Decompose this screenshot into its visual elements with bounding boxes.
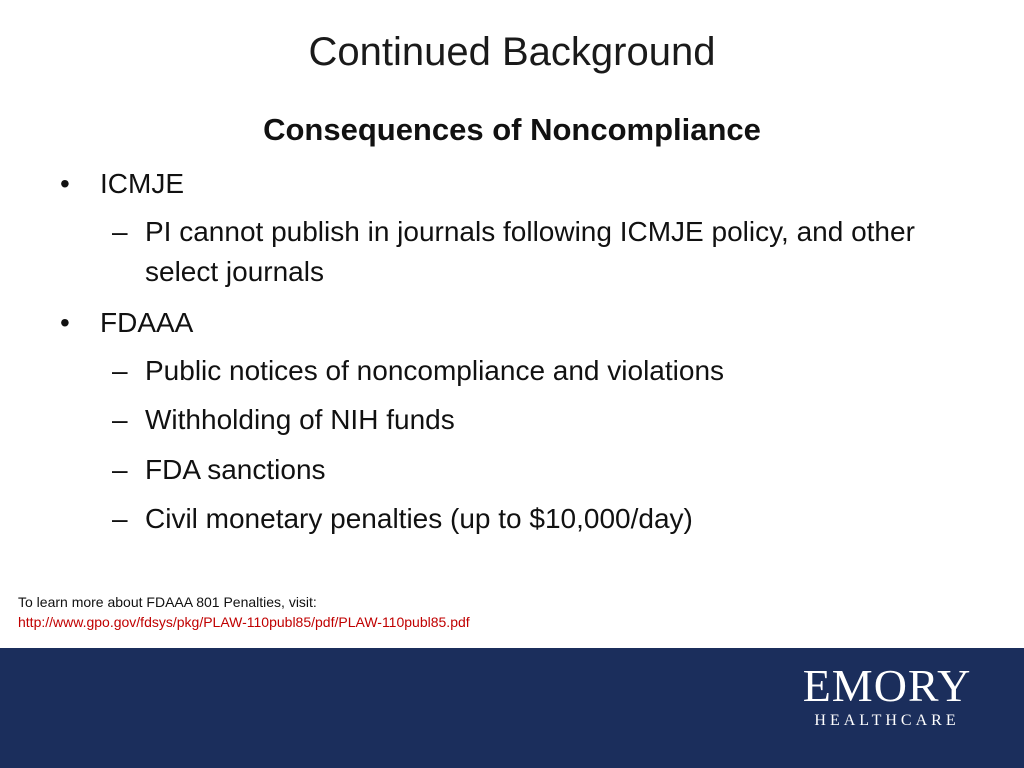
subitem-text: Civil monetary penalties (up to $10,000/day) — [145, 503, 693, 534]
subitem-marker: – — [112, 454, 128, 485]
subitem-text: PI cannot publish in journals following ICMJE policy, and other select journals — [145, 216, 915, 287]
logo-sub-brand: HEALTHCARE — [814, 712, 960, 729]
subitem-text: Withholding of NIH funds — [145, 404, 455, 435]
subitem-text: FDA sanctions — [145, 454, 326, 485]
subitem-text: Public notices of noncompliance and violations — [145, 355, 725, 386]
subitem-marker: – — [112, 404, 128, 435]
bullet-marker: • — [60, 307, 70, 338]
penalties-link[interactable]: http://www.gpo.gov/fdsys/pkg/PLAW-110publ85/pdf/PLAW-110publ85.pdf — [18, 614, 470, 630]
subitem-marker: – — [112, 216, 128, 247]
bullet-label: FDAAA — [100, 307, 194, 338]
logo-brand: EMORY — [802, 660, 972, 711]
subitem-marker: – — [112, 355, 128, 386]
bullet-label: ICMJE — [100, 168, 184, 199]
footnote — [18, 592, 470, 632]
footnote-text: To learn more about FDAAA 801 Penalties, visit: — [18, 594, 317, 610]
subitem-marker: – — [112, 503, 128, 534]
bullet-marker: • — [60, 168, 70, 199]
slide-subtitle: Consequences of Noncompliance — [263, 112, 761, 147]
slide-title: Continued Background — [308, 30, 716, 74]
emory-healthcare-logo — [802, 662, 972, 732]
